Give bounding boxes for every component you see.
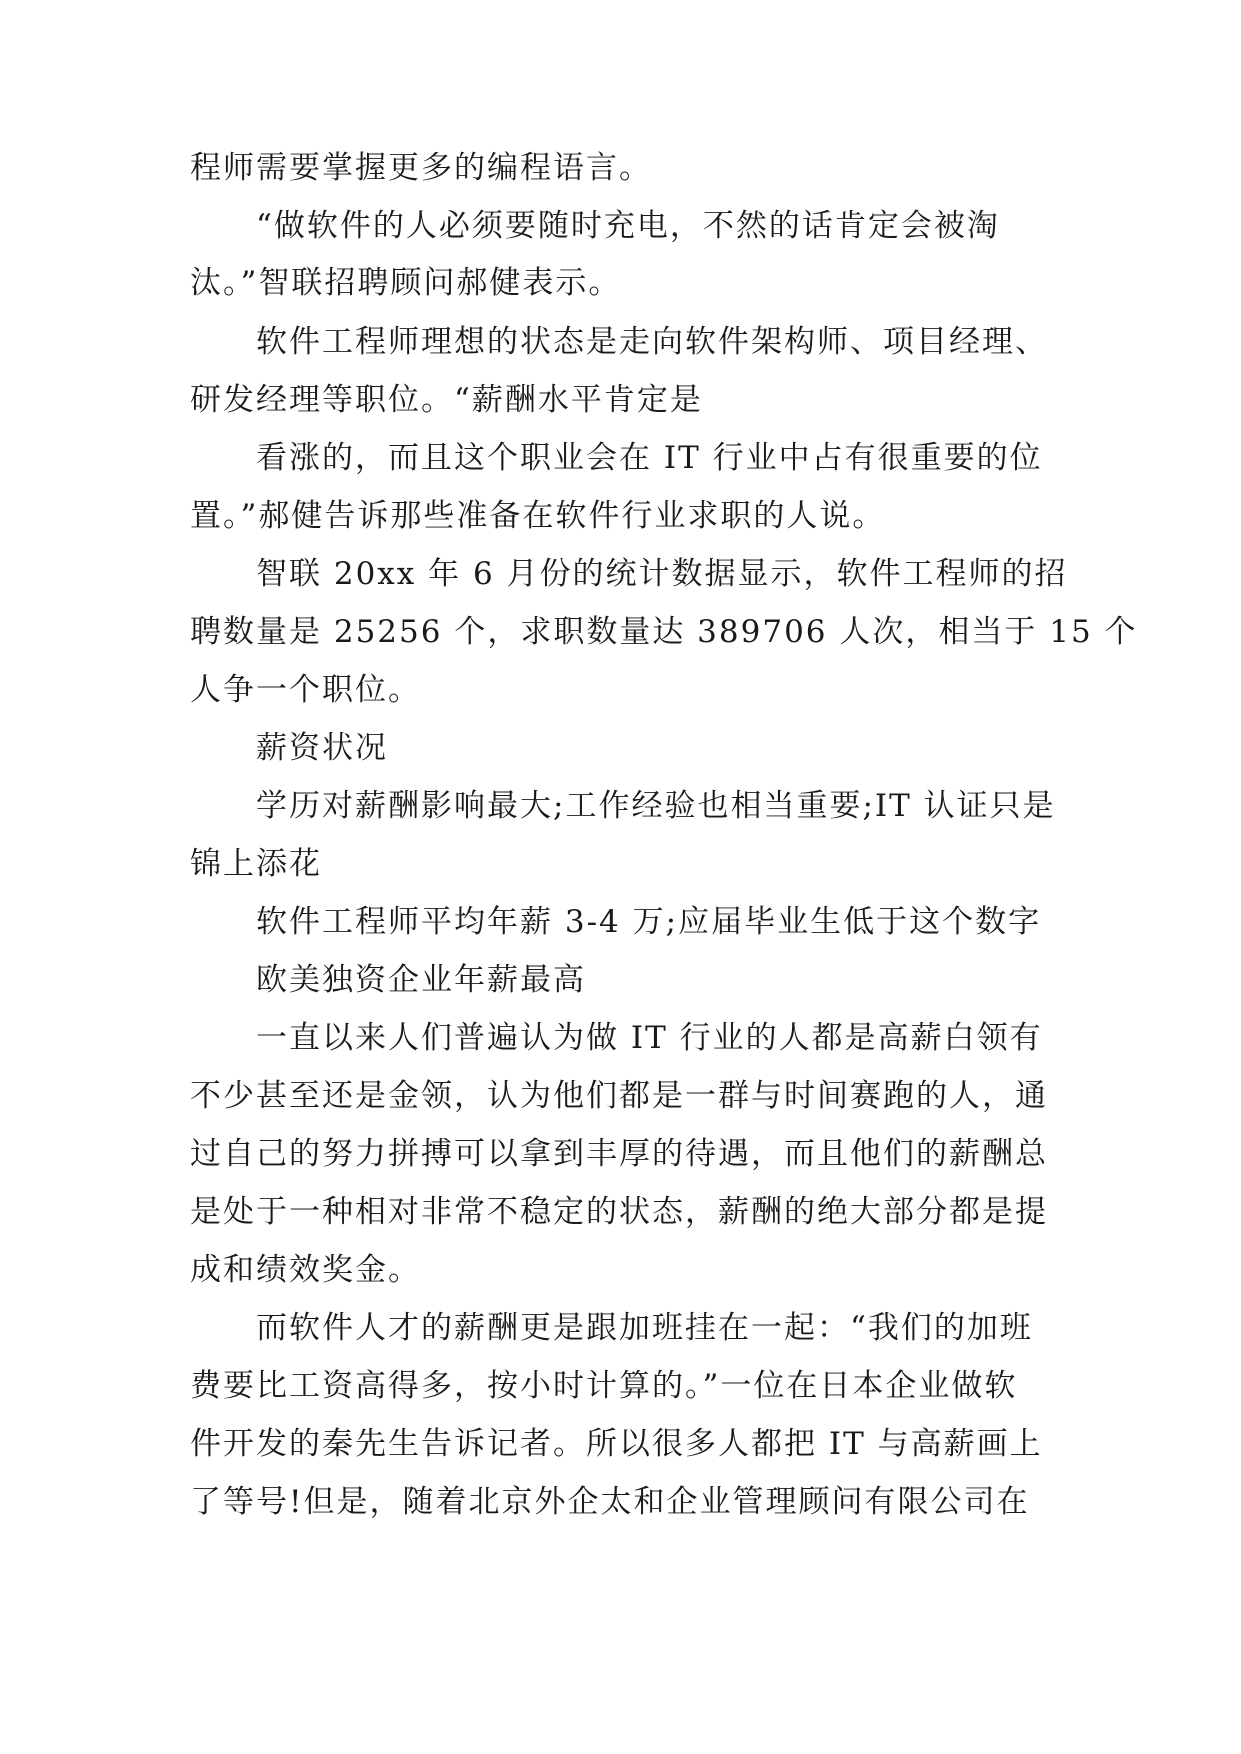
text-line: 软件工程师平均年薪 3-4 万;应届毕业生低于这个数字 (256, 904, 1042, 940)
text-line: 人争一个职位。 (190, 672, 421, 708)
text-line: 研发经理等职位。“薪酬水平肯定是 (190, 382, 703, 418)
text-line: 聘数量是 25256 个，求职数量达 389706 人次，相当于 15 个 (190, 614, 1138, 650)
text-line: 汰。”智联招聘顾问郝健表示。 (190, 265, 622, 301)
section-heading: 薪资状况 (256, 730, 388, 766)
text-line: 是处于一种相对非常不稳定的状态，薪酬的绝大部分都是提 (190, 1194, 1048, 1230)
text-line: 软件工程师理想的状态是走向软件架构师、项目经理、 (256, 324, 1048, 360)
text-line: 欧美独资企业年薪最高 (256, 962, 586, 998)
text-line: 而软件人才的薪酬更是跟加班挂在一起：“我们的加班 (256, 1310, 1033, 1346)
text-line: 费要比工资高得多，按小时计算的。”一位在日本企业做软 (190, 1368, 1018, 1404)
text-line: 件开发的秦先生告诉记者。所以很多人都把 IT 与高薪画上 (190, 1426, 1043, 1462)
text-line: 锦上添花 (190, 846, 322, 882)
text-line: 一直以来人们普遍认为做 IT 行业的人都是高薪白领有 (256, 1020, 1043, 1056)
text-line: “做软件的人必须要随时充电，不然的话肯定会被淘 (256, 208, 1000, 244)
text-line: 不少甚至还是金领，认为他们都是一群与时间赛跑的人，通 (190, 1078, 1048, 1114)
text-line: 学历对薪酬影响最大;工作经验也相当重要;IT 认证只是 (256, 788, 1056, 824)
text-line: 置。”郝健告诉那些准备在软件行业求职的人说。 (190, 498, 886, 534)
text-line: 智联 20xx 年 6 月份的统计数据显示，软件工程师的招 (256, 556, 1068, 592)
text-line: 过自己的努力拼搏可以拿到丰厚的待遇，而且他们的薪酬总 (190, 1136, 1048, 1172)
text-line: 程师需要掌握更多的编程语言。 (190, 150, 652, 186)
text-line: 成和绩效奖金。 (190, 1252, 421, 1288)
text-line: 了等号!但是，随着北京外企太和企业管理顾问有限公司在 (190, 1484, 1030, 1520)
text-line: 看涨的，而且这个职业会在 IT 行业中占有很重要的位 (256, 440, 1043, 476)
